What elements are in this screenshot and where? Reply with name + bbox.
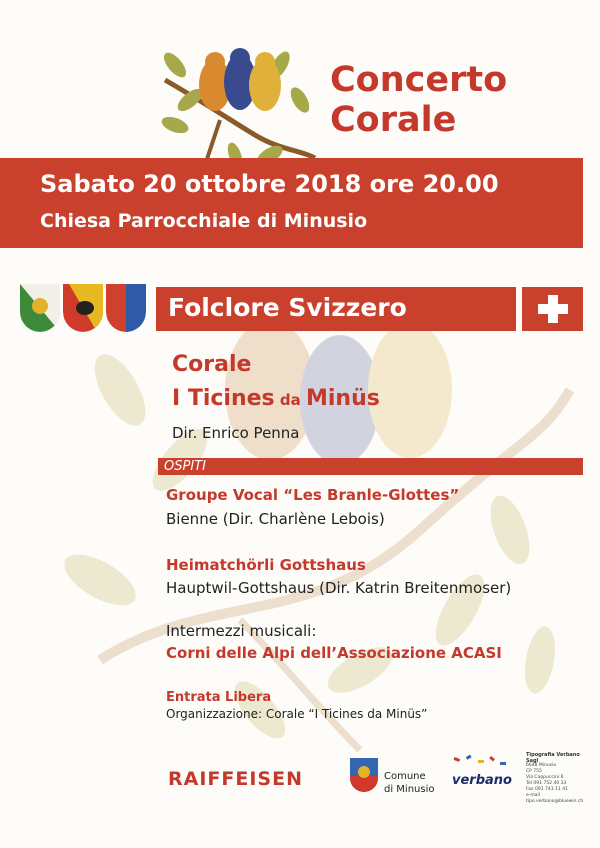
organization-info: Organizzazione: Corale “I Ticines da Minüs” [166,707,428,721]
comune-line2: di Minusio [384,784,435,795]
minusio-coat-of-arms [350,758,378,794]
theme-banner [156,287,516,331]
main-choir-director: Dir. Enrico Penna [172,424,300,442]
raiffeisen-logo: RAIFFEISEN [168,768,303,790]
main-choir-da: da [274,391,306,409]
swiss-cross-icon [522,287,583,331]
printer-name: Tipografia Verbano Sagl [526,752,580,764]
guests-heading-bar [158,458,583,475]
guest-2-name: Heimatchörli Gottshaus [166,556,366,574]
event-venue: Chiesa Parrocchiale di Minusio [40,210,368,232]
main-choir-line1: Corale [172,352,252,377]
comune-line1: Comune [384,771,426,782]
main-choir-place: Minüs [305,386,380,411]
main-choir-name: I Ticines [172,386,275,411]
guest-1-name: Groupe Vocal “Les Branle-Glottes” [166,486,460,504]
date-banner [0,158,583,248]
intermezzi-name: Corni delle Alpi dell’Associazione ACASI [166,644,502,662]
bern-coat-of-arms [63,284,103,332]
ticino-coat-of-arms [106,284,146,332]
event-date: Sabato 20 ottobre 2018 ore 20.00 [40,170,499,198]
intermezzi-label: Intermezzi musicali: [166,622,317,640]
verbano-logo: verbano [452,773,512,788]
entry-info: Entrata Libera [166,690,272,705]
printer-address: 6648 Minusio CP 755 Via Cappuccini 6 Tel 091 752 40 33 Fax 091 743 11 41 e-mail tipo.verbano@bluewin.ch [526,763,584,804]
concert-title-line1: Concerto [330,60,508,100]
theme-label: Folclore Svizzero [168,293,407,322]
guest-2-detail: Hauptwil-Gottshaus (Dir. Katrin Breitenmoser) [166,579,512,597]
verbano-confetti-decoration [450,754,510,774]
concert-title-line2: Corale [330,100,457,140]
birds-on-branch-illustration [160,40,320,170]
guest-1-detail: Bienne (Dir. Charlène Lebois) [166,510,385,528]
zurich-thurgau-coat-of-arms [20,284,60,332]
main-choir-line2 [172,386,380,411]
guests-heading: OSPITI [164,459,206,474]
